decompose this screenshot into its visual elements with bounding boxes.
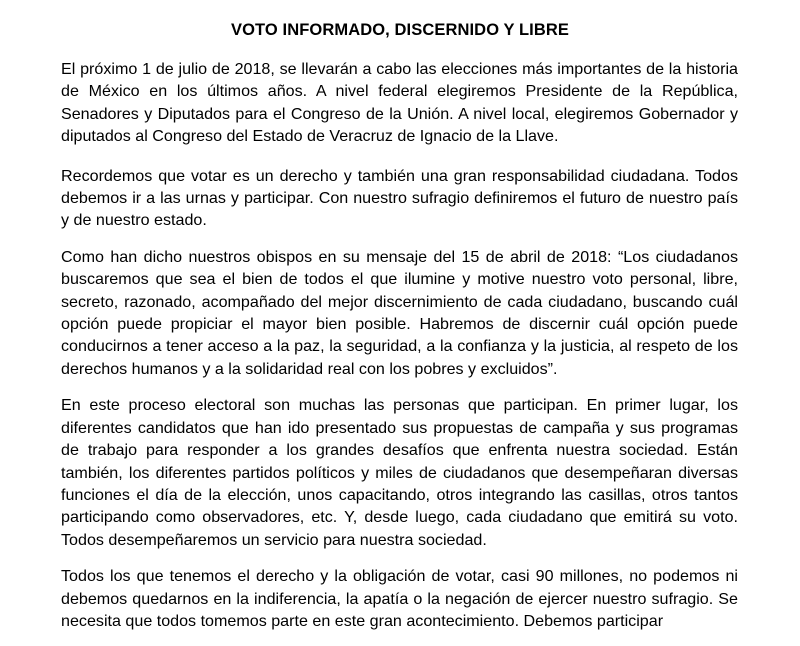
document-title: VOTO INFORMADO, DISCERNIDO Y LIBRE: [230, 21, 570, 39]
paragraph-bishops-message: Como han dicho nuestros obispos en su mensaje del 15 de abril de 2018: “Los ciudadanos buscaremos que sea el bien de todos el que ilumine y motive nuestro voto personal, libre, secreto, razonado, acompañado del mejor discernimiento de cada ciudadano, buscando cuál opción puede propiciar el mayor bien posible. Habremos de discernir cuál opción puede conducirnos a tener acceso a la paz, la seguridad, a la confianza y la justicia, al respeto de los derechos humanos y a la solidaridad real con los pobres y excluidos”.: [61, 247, 738, 378]
paragraph-call-to-vote: Todos los que tenemos el derecho y la obligación de votar, casi 90 millones, no podemos ni debemos quedarnos en la indiferencia, la apatía o la negación de ejercer nuestro sufragio. Se necesita que todos tomemos parte en este gran acontecimiento. Debemos participar: [61, 567, 738, 630]
paragraph-voting-responsibility: Recordemos que votar es un derecho y también una gran responsabilidad ciudadana. Todos debemos ir a las urnas y participar. Con nuestro sufragio definiremos el futuro de nuestro país y de nuestro estado.: [61, 166, 738, 230]
document-body: [61, 58, 738, 646]
paragraph-elections-intro: El próximo 1 de julio de 2018, se llevarán a cabo las elecciones más importantes de la historia de México en los últimos años. A nivel federal elegiremos Presidente de la República, Senadores y Diputados para el Congreso de la Unión. A nivel local, elegiremos Gobernador y diputados al Congreso del Estado de Veracruz de Ignacio de la Llave.: [61, 60, 738, 146]
paragraph-electoral-participants: En este proceso electoral son muchas las personas que participan. En primer lugar, los diferentes candidatos que han ido presentado sus propuestas de campaña y sus programas de trabajo para responder a los grandes desafíos que enfrenta nuestra sociedad. Están también, los diferentes partidos políticos y miles de ciudadanos que desempeñaran diversas funciones el día de la elección, unos capacitando, otros integrando las casillas, otros tantos participando como observadores, etc. Y, desde luego, cada ciudadano que emitirá su voto. Todos desempeñaremos un servicio para nuestra sociedad.: [61, 396, 738, 549]
